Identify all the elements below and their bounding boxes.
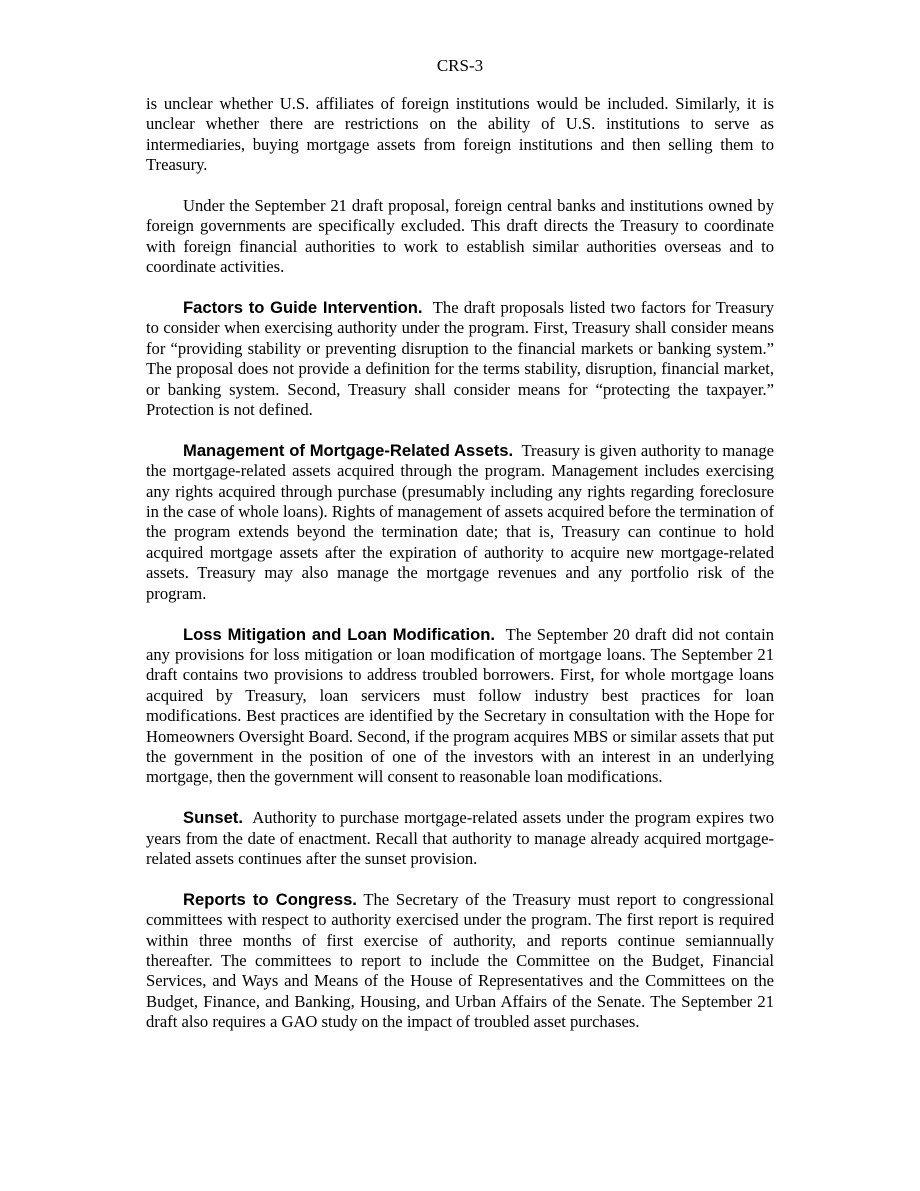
- page-header: CRS-3: [436, 56, 484, 75]
- paragraph-reports-to-congress: [146, 890, 774, 1033]
- section-heading: Management of Mortgage-Related Assets.: [183, 440, 514, 460]
- paragraph-management-of-assets: [146, 441, 774, 604]
- paragraph-text: The Secretary of the Treasury must report to congressional committees with respect to authority exercised under the program. The first report is required within three months of first exercise of authority, and reports continue semiannually thereafter. The committees to report to include the Committee on the Budget, Financial Services, and Ways and Means of the House of Representatives and the Committees on the Budget, Finance, and Banking, Housing, and Urban Affairs of the Senate. The September 21 draft also requires a GAO study on the impact of troubled asset purchases.: [146, 889, 774, 1032]
- paragraph-text: is unclear whether U.S. affiliates of foreign institutions would be included. Similarly, it is unclear whether there are restrictions on the ability of U.S. institutions to serve as intermediaries, buying mortgage assets from foreign institutions and then selling them to Treasury.: [146, 94, 774, 175]
- paragraph-text: Authority to purchase mortgage-related assets under the program expires two years from the date of enactment. Recall that authority to manage already acquired mortgage-related assets continues after the sunset provision.: [146, 808, 775, 868]
- section-heading: Factors to Guide Intervention.: [183, 298, 423, 318]
- section-heading: Reports to Congress.: [183, 889, 357, 909]
- paragraph-loss-mitigation: [146, 625, 774, 788]
- paragraph-text: The draft proposals listed two factors for Treasury to consider when exercising authority under the program. First, Treasury shall consider means for “providing stability or preventing disruption to the financial markets or banking system.” The proposal does not provide a definition for the terms stability, disruption, financial market, or banking system. Second, Treasury shall consider means for “protecting the taxpayer.” Protection is not defined.: [146, 298, 774, 420]
- paragraph-continuation: [146, 94, 774, 176]
- document-body: [146, 94, 774, 1053]
- section-heading: Sunset.: [183, 808, 243, 828]
- paragraph-foreign-exclusion: [146, 196, 774, 278]
- paragraph-text: The September 20 draft did not contain any provisions for loss mitigation or loan modification of mortgage loans. The September 21 draft contains two provisions to address troubled borrowers. First, for whole mortgage loans acquired by Treasury, loan servicers must follow industry best practices for loan modifications. Best practices are identified by the Secretary in consultation with the Hope for Homeowners Oversight Board. Second, if the program acquires MBS or similar assets that put the government in the position of one of the investors with an interest in an underlying mortgage, then the government will consent to reasonable loan modifications.: [146, 624, 774, 787]
- paragraph-sunset: [146, 808, 774, 869]
- paragraph-text: Under the September 21 draft proposal, foreign central banks and institutions owned by foreign governments are specifically excluded. This draft directs the Treasury to coordinate with foreign financial authorities to work to establish similar authorities overseas and to coordinate activities.: [146, 196, 774, 277]
- paragraph-factors-to-guide-intervention: [146, 298, 774, 420]
- section-heading: Loss Mitigation and Loan Modification.: [183, 624, 496, 644]
- paragraph-text: Treasury is given authority to manage the mortgage-related assets acquired through the program. Management includes exercising any rights acquired through purchase (presumably including any rights regarding foreclosure in the case of whole loans). Rights of management of assets acquired before the termination of the program extends beyond the termination date; that is, Treasury can continue to hold acquired mortgage assets after the expiration of authority to acquire new mortgage-related assets. Treasury may also manage the mortgage revenues and any portfolio risk of the program.: [146, 440, 774, 603]
